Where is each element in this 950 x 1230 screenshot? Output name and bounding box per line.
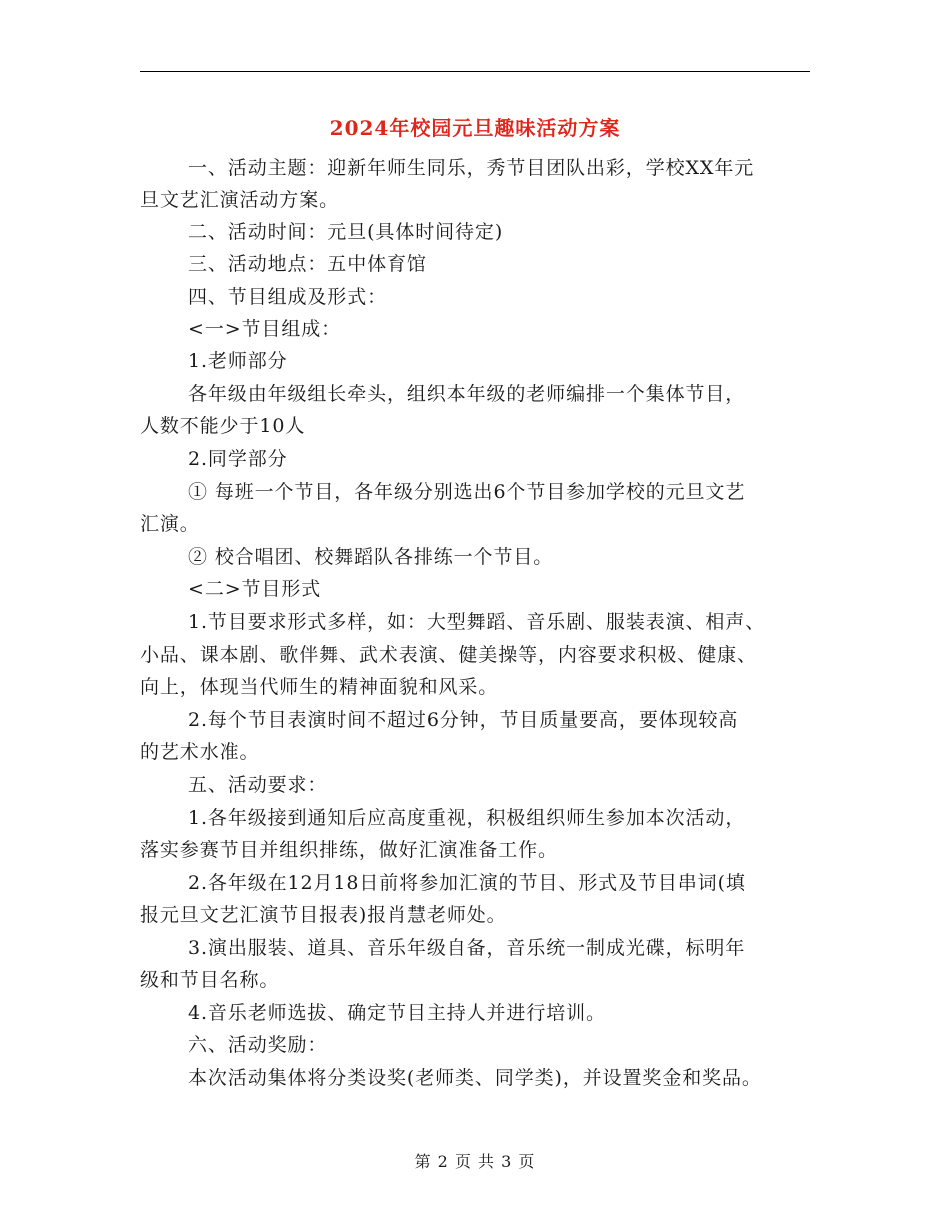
body-line: 2.各年级在12月18日前将参加汇演的节目、形式及节目串词(填 — [188, 872, 746, 894]
body-line: <一>节目组成： — [188, 318, 342, 340]
body-line: 一、活动主题：迎新年师生同乐，秀节目团队出彩，学校XX年元 — [188, 157, 755, 179]
body-line: 四、节目组成及形式： — [188, 286, 388, 308]
page-number: 第 2 页 共 3 页 — [414, 1152, 536, 1171]
body-line: ② 校合唱团、校舞蹈队各排练一个节目。 — [188, 546, 554, 568]
body-line: 1.各年级接到通知后应高度重视，积极组织师生参加本次活动， — [188, 807, 746, 829]
body-line: 4.音乐老师选拔、确定节目主持人并进行培训。 — [188, 1002, 606, 1024]
body-line: 六、活动奖励： — [188, 1034, 328, 1056]
body-line: 向上，体现当代师生的精神面貌和风采。 — [140, 676, 499, 698]
body-line: 的艺术水准。 — [140, 741, 260, 763]
body-line: 报元旦文艺汇演节目报表)报肖慧老师处。 — [140, 904, 507, 926]
body-line: 2.同学部分 — [188, 448, 288, 470]
body-line: 旦文艺汇演活动方案。 — [140, 189, 340, 211]
body-line: <二>节目形式 — [188, 578, 322, 600]
body-line: 小品、课本剧、歌伴舞、武术表演、健美操等，内容要求积极、健康、 — [140, 644, 757, 666]
body-line: 1.节目要求形式多样，如：大型舞蹈、音乐剧、服装表演、相声、 — [188, 611, 766, 633]
header-rule — [140, 71, 810, 72]
body-line: 2.每个节目表演时间不超过6分钟，节目质量要高，要体现较高 — [188, 709, 739, 731]
body-line: ① 每班一个节目，各年级分别选出6个节目参加学校的元旦文艺 — [188, 481, 746, 503]
body-line: 1.老师部分 — [188, 350, 288, 372]
body-line: 本次活动集体将分类设奖(老师类、同学类)，并设置奖金和奖品。 — [188, 1067, 762, 1089]
body-line: 人数不能少于10人 — [140, 415, 306, 437]
body-line: 级和节目名称。 — [140, 969, 280, 991]
body-line: 三、活动地点：五中体育馆 — [188, 253, 427, 275]
body-line: 3.演出服装、道具、音乐年级自备，音乐统一制成光碟，标明年 — [188, 937, 746, 959]
document-title: 2024年校园元旦趣味活动方案 — [329, 116, 621, 140]
body-line: 二、活动时间：元旦(具体时间待定) — [188, 221, 504, 243]
body-line: 五、活动要求： — [188, 774, 328, 796]
body-line: 落实参赛节目并组织排练，做好汇演准备工作。 — [140, 839, 558, 861]
body-line: 各年级由年级组长牵头，组织本年级的老师编排一个集体节目， — [188, 383, 746, 405]
body-line: 汇演。 — [140, 513, 200, 535]
